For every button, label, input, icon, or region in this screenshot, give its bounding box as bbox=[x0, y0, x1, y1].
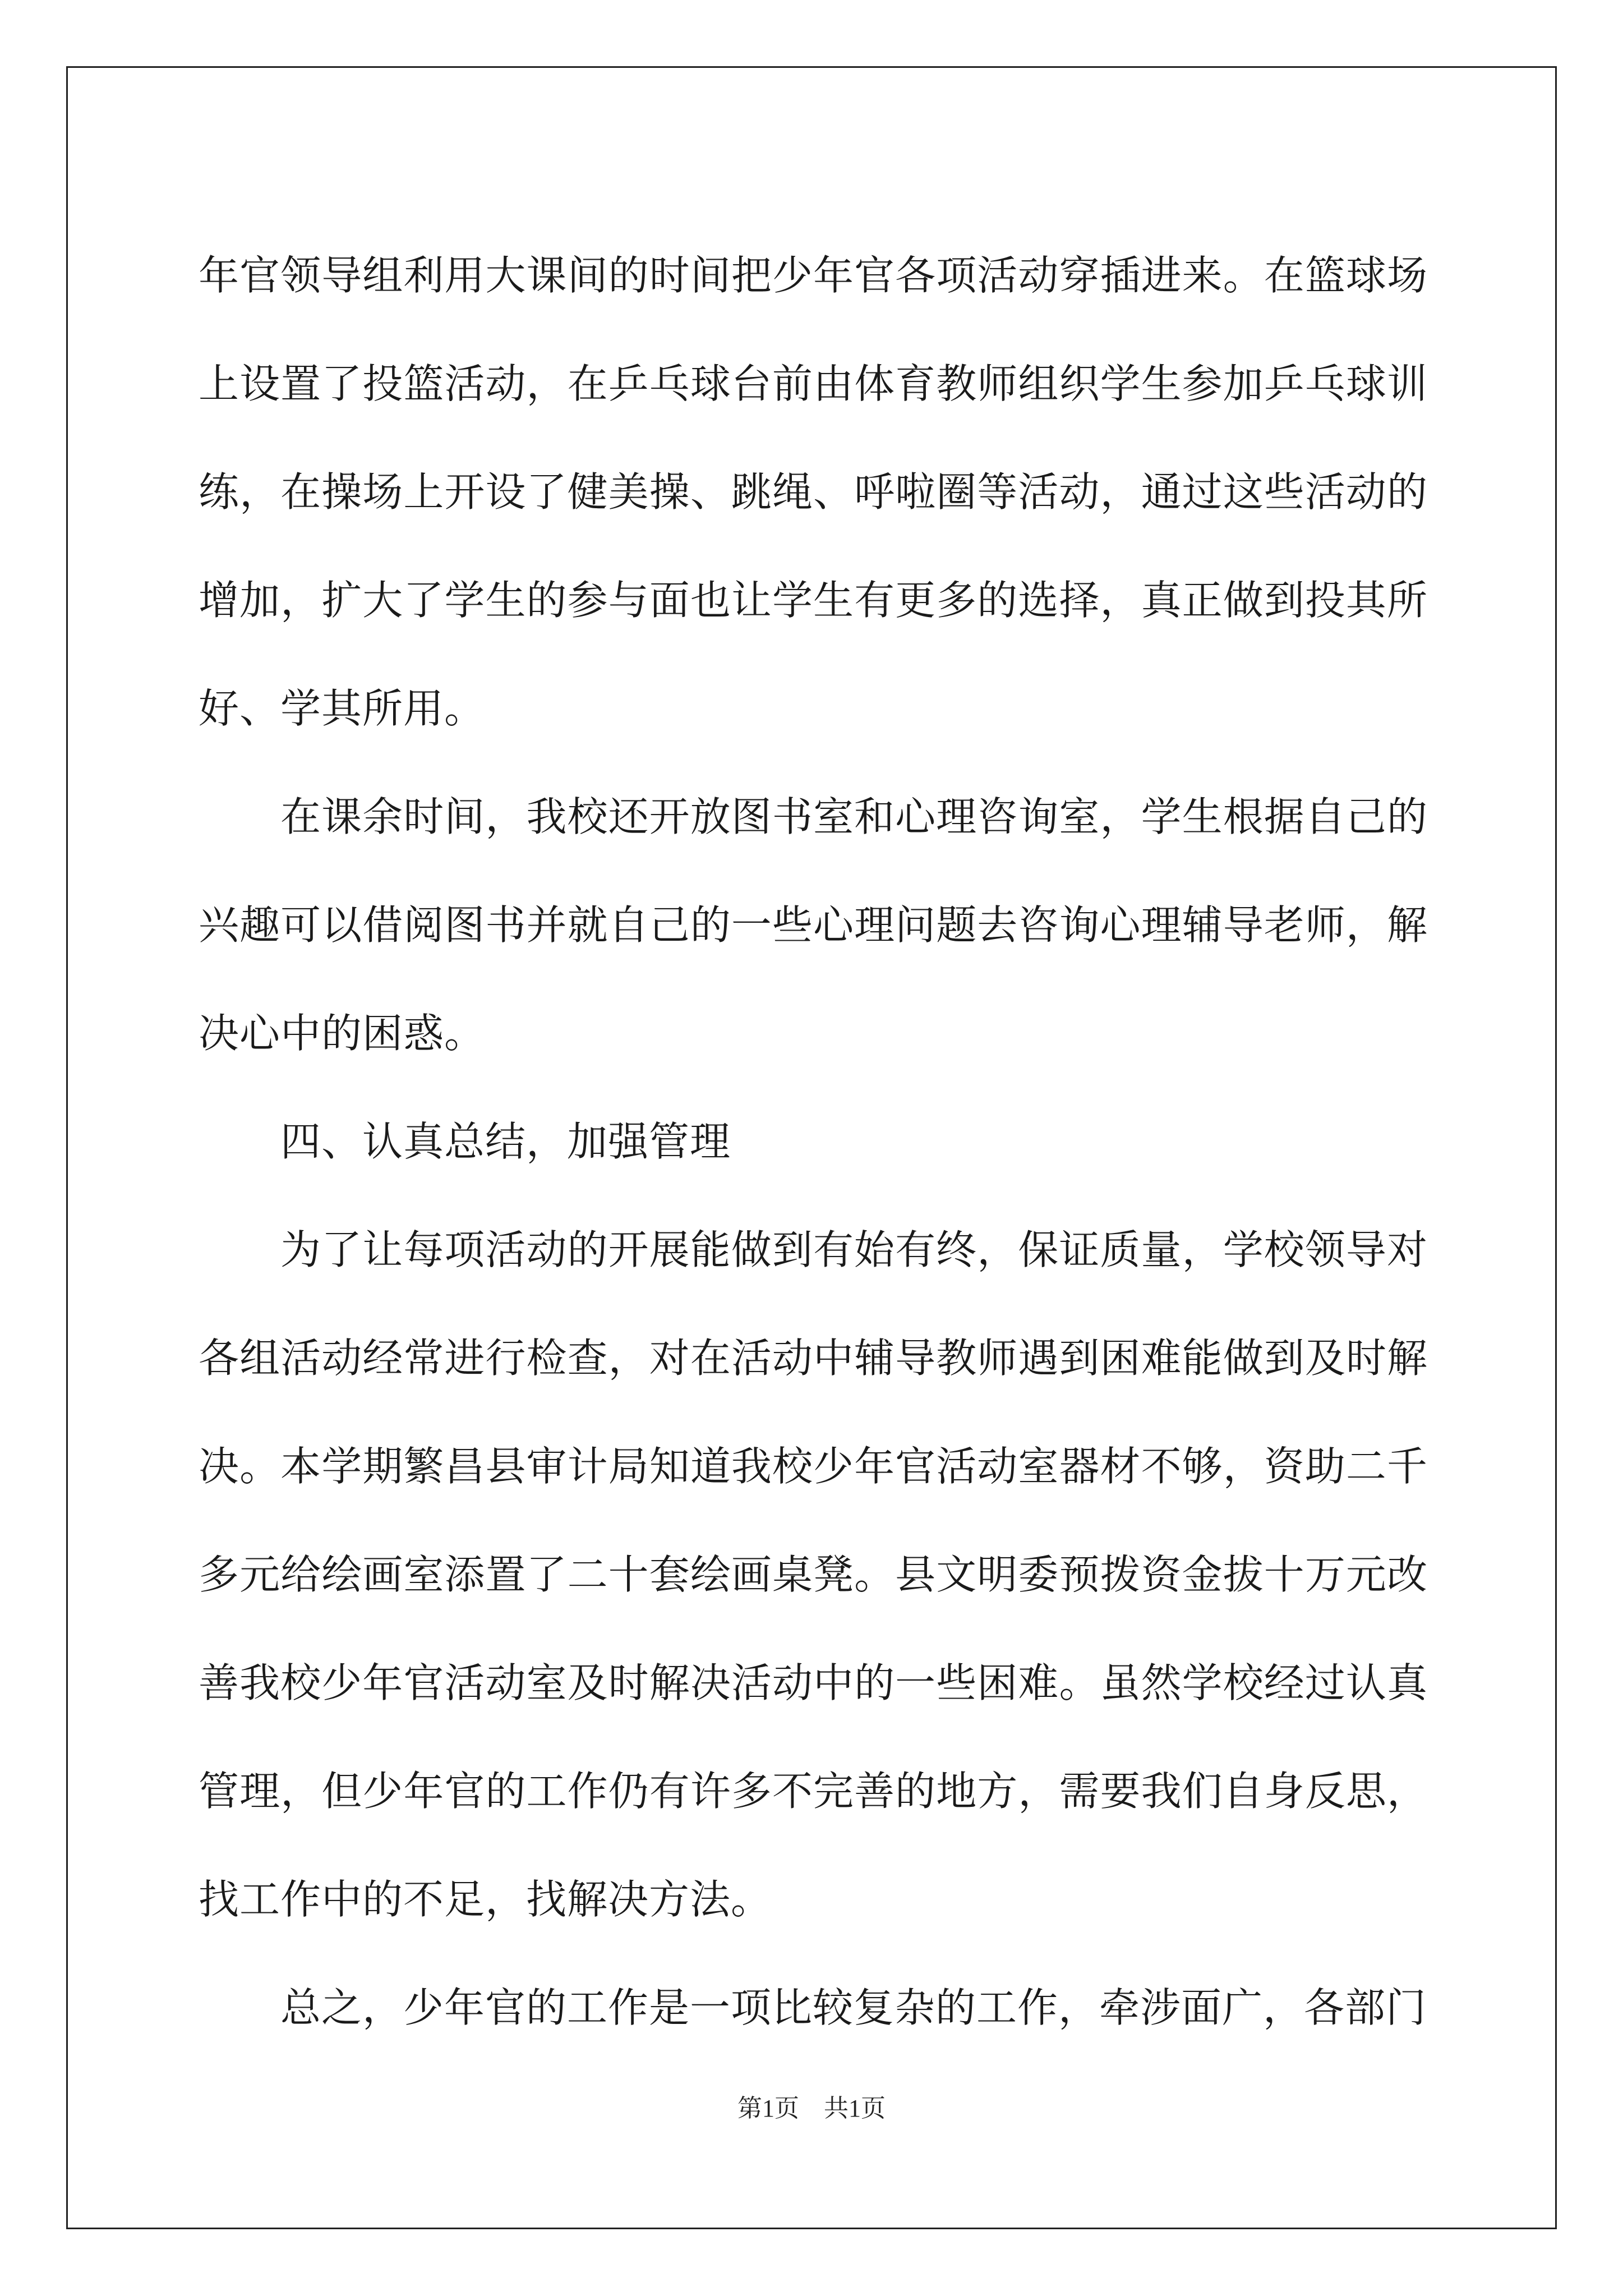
paragraph-1: 年官领导组利用大课间的时间把少年官各项活动穿插进来。在篮球场上设置了投篮活动，在乒乓球台前由体育教师组织学生参加乒乓球训练，在操场上开设了健美操、跳绳、呼啦圈等活动，通过这些活动的增加，扩大了学生的参与面也让学生有更多的选择，真正做到投其所好、学其所用。 bbox=[199, 252, 1428, 732]
paragraph-3: 为了让每项活动的开展能做到有始有终，保证质量，学校领导对各组活动经常进行检查，对在活动中辅导教师遇到困难能做到及时解决。本学期繁昌县审计局知道我校少年官活动室器材不够，资助二千多元给绘画室添置了二十套绘画桌凳。县文明委预拨资金拔十万元改善我校少年官活动室及时解决活动中的一些困难。虽然学校经过认真管理，但少年官的工作仍有许多不完善的地方，需要我们自身反思，找工作中的不足，找解决方法。 bbox=[199, 1226, 1428, 1923]
paragraph-2: 在课余时间，我校还开放图书室和心理咨询室，学生根据自己的兴趣可以借阅图书并就自己的一些心理问题去咨询心理辅导老师，解决心中的困惑。 bbox=[199, 793, 1428, 1057]
section-heading: 四、认真总结，加强管理 bbox=[280, 1118, 731, 1165]
page-number-footer: 第1页 共1页 bbox=[737, 2095, 886, 2122]
document-body bbox=[199, 222, 1428, 2062]
paragraph-4: 总之，少年官的工作是一项比较复杂的工作，牵涉面广，各部门 bbox=[280, 1984, 1427, 2031]
